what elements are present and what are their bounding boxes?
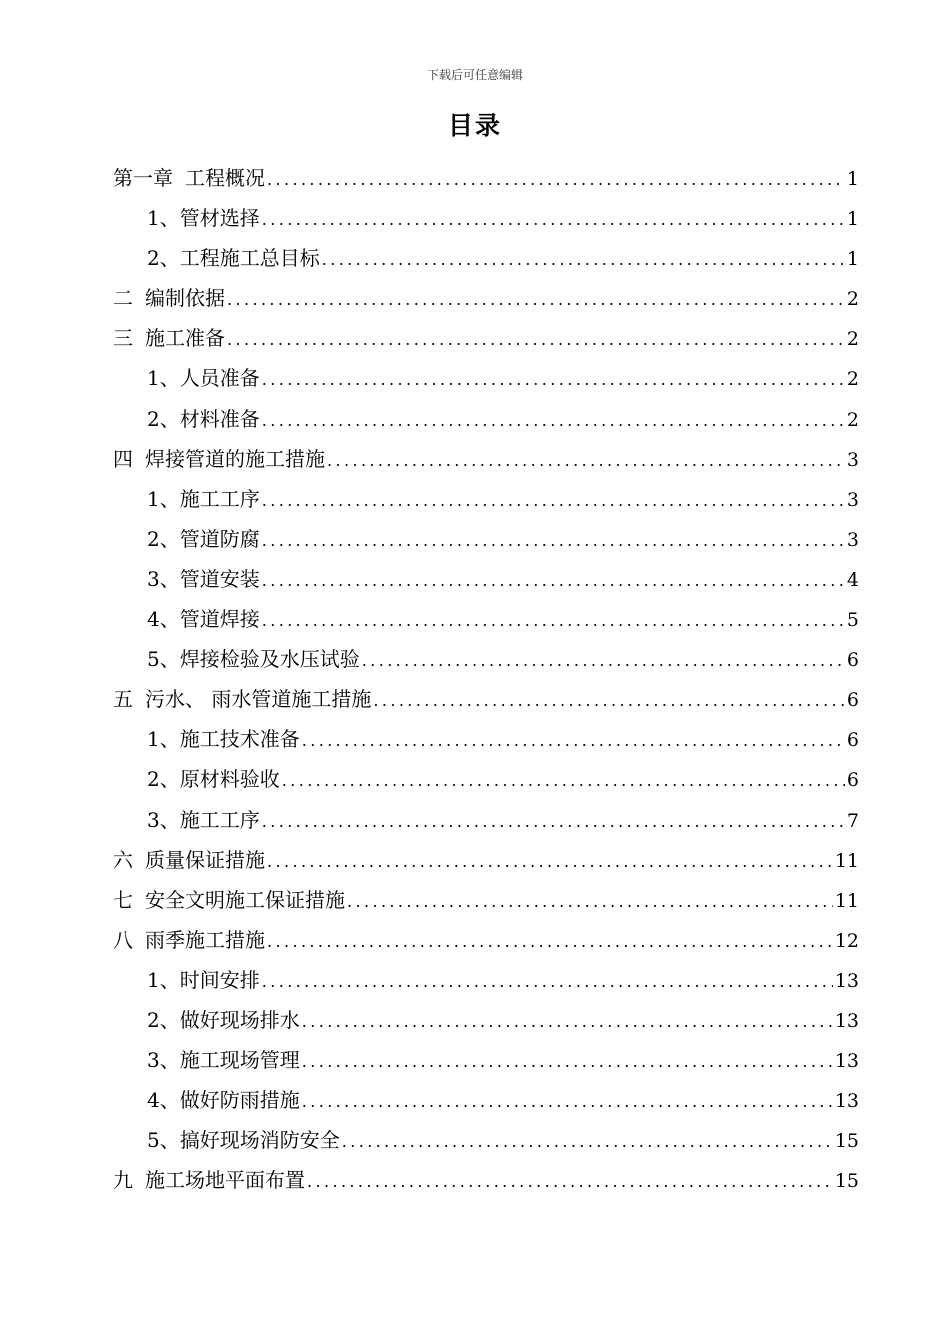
toc-entry-number: 二 — [113, 286, 133, 311]
toc-entry-label: 编制依据 — [145, 286, 225, 311]
toc-chapter-entry[interactable] — [113, 439, 859, 479]
toc-entry-number: 八 — [113, 927, 133, 952]
toc-page-number: 1 — [846, 248, 859, 271]
toc-entry-number: 九 — [113, 1168, 133, 1193]
toc-chapter-entry[interactable] — [113, 158, 859, 198]
toc-dot-leader — [262, 802, 845, 842]
toc-dot-leader — [262, 360, 845, 400]
toc-page-number: 1 — [846, 208, 859, 231]
toc-dot-leader — [373, 681, 845, 721]
toc-page-number: 2 — [846, 368, 859, 391]
toc-page-number: 3 — [846, 528, 859, 551]
toc-chapter-entry[interactable] — [113, 1160, 859, 1200]
toc-page-number: 6 — [846, 689, 859, 712]
toc-entry-label: 管道安装 — [179, 566, 260, 591]
toc-section-entry[interactable] — [113, 479, 859, 519]
toc-entry-number: 第一章 — [113, 166, 173, 190]
toc-dot-leader — [282, 761, 845, 801]
toc-page-number: 2 — [846, 408, 859, 431]
toc-entry-label: 工程施工总目标 — [179, 246, 320, 271]
toc-dot-leader — [227, 320, 845, 360]
toc-section-entry[interactable] — [113, 960, 859, 1000]
toc-page-number: 4 — [846, 568, 859, 591]
toc-section-entry[interactable] — [113, 399, 859, 439]
toc-page-number: 13 — [834, 1050, 859, 1073]
toc-entry-number: 七 — [113, 887, 133, 912]
toc-entry-label: 材料准备 — [179, 406, 260, 431]
toc-entry-number: 2、 — [147, 526, 180, 551]
toc-entry-number: 3、 — [147, 807, 180, 832]
toc-entry-label: 焊接检验及水压试验 — [179, 647, 360, 672]
toc-dot-leader — [267, 160, 845, 200]
toc-page-number: 13 — [834, 1090, 859, 1113]
toc-page-number: 15 — [834, 1130, 859, 1153]
toc-entry-label: 搞好现场消防安全 — [179, 1128, 340, 1153]
toc-page-number: 11 — [834, 889, 859, 912]
toc-dot-leader — [302, 1082, 833, 1122]
toc-entry-number: 4、 — [147, 607, 180, 632]
toc-entry-label: 原材料验收 — [179, 767, 280, 792]
toc-entry-label: 雨季施工措施 — [145, 927, 265, 952]
toc-entry-label: 施工工序 — [179, 807, 260, 832]
toc-chapter-entry[interactable] — [113, 880, 859, 920]
toc-page-number: 3 — [846, 488, 859, 511]
toc-page-number: 11 — [834, 849, 859, 872]
toc-entry-label: 时间安排 — [179, 967, 260, 992]
toc-entry-label: 质量保证措施 — [145, 847, 265, 872]
toc-dot-leader — [262, 962, 833, 1002]
toc-entry-number: 1、 — [147, 967, 180, 992]
toc-page-number: 6 — [846, 729, 859, 752]
toc-section-entry[interactable] — [113, 599, 859, 639]
toc-page-number: 2 — [846, 328, 859, 351]
toc-dot-leader — [302, 1042, 833, 1082]
toc-entry-number: 六 — [113, 847, 133, 872]
toc-entry-label: 施工工序 — [179, 486, 260, 511]
toc-dot-leader — [362, 641, 845, 681]
toc-entry-label: 污水、 雨水管道施工措施 — [145, 687, 372, 712]
toc-entry-number: 5、 — [147, 1128, 180, 1153]
toc-section-entry[interactable] — [113, 238, 859, 278]
toc-entry-number: 2、 — [147, 767, 180, 792]
toc-section-entry[interactable] — [113, 1080, 859, 1120]
toc-entry-label: 施工技术准备 — [179, 727, 300, 752]
toc-dot-leader — [302, 1002, 833, 1042]
toc-entry-label: 施工准备 — [145, 326, 225, 351]
toc-section-entry[interactable] — [113, 800, 859, 840]
toc-entry-number: 2、 — [147, 406, 180, 431]
toc-dot-leader — [267, 842, 833, 882]
toc-section-entry[interactable] — [113, 519, 859, 559]
toc-dot-leader — [227, 280, 845, 320]
toc-entry-label: 施工现场管理 — [179, 1048, 300, 1073]
toc-page-number: 2 — [846, 288, 859, 311]
toc-entry-number: 4、 — [147, 1088, 180, 1113]
toc-entry-label: 管道焊接 — [179, 607, 260, 632]
toc-dot-leader — [262, 521, 845, 561]
toc-entry-label: 做好现场排水 — [179, 1007, 300, 1032]
toc-entry-number: 1、 — [147, 486, 180, 511]
toc-chapter-entry[interactable] — [113, 920, 859, 960]
toc-entry-number: 五 — [113, 687, 133, 712]
toc-chapter-entry[interactable] — [113, 278, 859, 318]
toc-entry-number: 1、 — [147, 366, 180, 391]
toc-dot-leader — [307, 1162, 833, 1202]
toc-entry-label: 管道防腐 — [179, 526, 260, 551]
toc-section-entry[interactable] — [113, 1120, 859, 1160]
toc-page-number: 13 — [834, 969, 859, 992]
toc-page-number: 3 — [846, 448, 859, 471]
toc-entry-number: 2、 — [147, 1007, 180, 1032]
toc-section-entry[interactable] — [113, 1000, 859, 1040]
toc-dot-leader — [347, 882, 833, 922]
toc-dot-leader — [262, 481, 845, 521]
toc-entry-label: 人员准备 — [179, 366, 260, 391]
toc-section-entry[interactable] — [113, 719, 859, 759]
toc-dot-leader — [262, 601, 845, 641]
toc-section-entry[interactable] — [113, 559, 859, 599]
toc-entry-label: 管材选择 — [179, 206, 260, 231]
table-of-contents — [113, 158, 859, 1200]
toc-page-number: 6 — [846, 649, 859, 672]
toc-page-number: 6 — [846, 769, 859, 792]
toc-page-number: 12 — [834, 929, 859, 952]
toc-entry-label: 焊接管道的施工措施 — [145, 446, 325, 471]
toc-dot-leader — [327, 441, 845, 481]
toc-entry-label: 施工场地平面布置 — [145, 1168, 305, 1193]
toc-chapter-entry[interactable] — [113, 679, 859, 719]
header-note: 下载后可任意编辑 — [426, 68, 523, 82]
toc-section-entry[interactable] — [113, 759, 859, 799]
toc-entry-number: 3、 — [147, 566, 180, 591]
toc-title: 目录 — [447, 111, 502, 140]
toc-entry-number: 三 — [113, 326, 133, 351]
toc-dot-leader — [342, 1122, 833, 1162]
toc-section-entry[interactable] — [113, 198, 859, 238]
toc-section-entry[interactable] — [113, 1040, 859, 1080]
toc-page-number: 13 — [834, 1009, 859, 1032]
toc-page-number: 7 — [846, 809, 859, 832]
toc-entry-number: 四 — [113, 446, 133, 471]
toc-dot-leader — [322, 240, 845, 280]
toc-section-entry[interactable] — [113, 639, 859, 679]
toc-dot-leader — [262, 401, 845, 441]
toc-page-number: 15 — [834, 1170, 859, 1193]
toc-entry-number: 2、 — [147, 246, 180, 271]
toc-section-entry[interactable] — [113, 358, 859, 398]
toc-entry-label: 做好防雨措施 — [179, 1088, 300, 1113]
toc-dot-leader — [302, 721, 845, 761]
toc-dot-leader — [267, 922, 833, 962]
toc-entry-number: 5、 — [147, 647, 180, 672]
toc-entry-number: 1、 — [147, 727, 180, 752]
toc-dot-leader — [262, 200, 845, 240]
toc-page-number: 1 — [846, 168, 859, 190]
toc-entry-label: 安全文明施工保证措施 — [145, 887, 345, 912]
toc-chapter-entry[interactable] — [113, 318, 859, 358]
toc-entry-number: 1、 — [147, 206, 180, 231]
toc-page-number: 5 — [846, 609, 859, 632]
toc-entry-label: 工程概况 — [185, 166, 265, 190]
toc-dot-leader — [262, 561, 845, 601]
toc-entry-number: 3、 — [147, 1048, 180, 1073]
toc-chapter-entry[interactable] — [113, 840, 859, 880]
